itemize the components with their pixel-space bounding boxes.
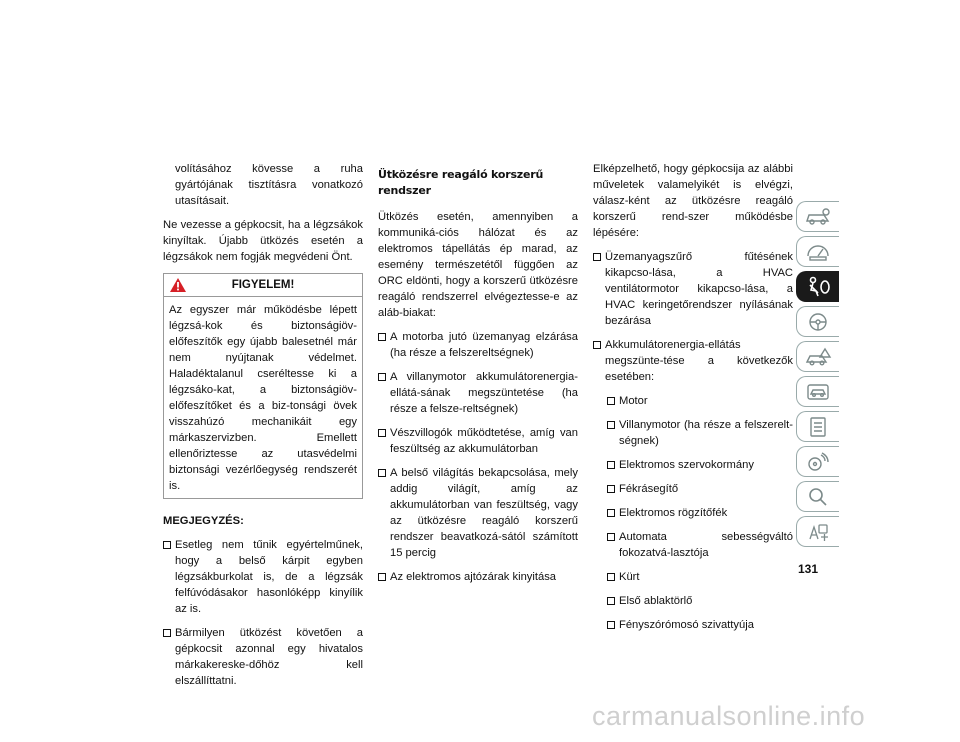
right-intro: Elképzelhető, hogy gépkocsija az alábbi műveletek valamelyikét is elvégzi, válasz-ként az ütközésre reagáló korszerű rend-szer működésbe lépésére: (593, 163, 793, 239)
warning-text: Az egyszer már működésbe lépett légzsá-kok és biztonságiöv-előfeszítők egy újabb balesetnél már nem nyújtanak védelmet. Haladéktalanul cseréltesse ki a légzsáko-kat, a biztonságiöv-előfeszítőket és a biz-tonsági övek visszahúzó mechanikáit egy márkaszervizben. Emellett ellenőriztesse az utasvédelmi biztonsági vezérlőegység rendszerét is. (169, 304, 357, 492)
multimedia-icon (804, 451, 832, 473)
language-index-icon (804, 521, 832, 543)
list-item: Vészvillogók működtetése, amíg van feszültség az akkumulátorban (378, 425, 578, 457)
note-item: Bármilyen ütközést követően a gépkocsit azonnal egy hivatalos márkakereske-dőhöz kell elszállíttatni. (163, 625, 363, 689)
list-item: A motorba jutó üzemanyag elzárása (ha része a felszereltségnek) (378, 329, 578, 361)
warning-box (163, 273, 363, 499)
list-item: Az elektromos ajtózárak kinyitása (378, 569, 578, 585)
warning-title: FIGYELEM! (231, 279, 295, 291)
sub-list-item: Fényszórómosó szivattyúja (607, 617, 793, 633)
sub-list-item: Motor (607, 393, 793, 409)
note-title: MEGJEGYZÉS: (163, 515, 244, 527)
list-item: A belső világítás bekapcsolása, mely addig világít, amíg az akkumulátorban van feszültség, vagy az ütközésre reagáló korszerű rendszer beavatkozá-sától számított 15 percig (378, 465, 578, 561)
chapter-tab-service[interactable] (796, 376, 839, 407)
chapter-tab-safety[interactable] (796, 271, 839, 302)
chapter-tab-car-info[interactable] (796, 201, 839, 232)
chapter-tab-languages[interactable] (796, 516, 839, 547)
continued-text: volításához kövesse a ruha gyártójának tisztításra vonatkozó utasításait. (175, 163, 363, 207)
car-info-icon (804, 207, 832, 227)
list-item-text: Akkumulátorenergia-ellátás megszünte-tése a következők esetében: (605, 339, 793, 383)
warning-header (164, 274, 362, 297)
action-list (593, 249, 793, 385)
warning-triangle-icon (169, 277, 187, 293)
list-item: Üzemanyagszűrő fűtésének kikapcso-lása, a HVAC ventilátormotor kikapcso-lása, a HVAC keringetőrendszer nyílásának bezárása (593, 249, 793, 329)
sub-list-item: Villanymotor (ha része a felszerelt-ségnek) (607, 417, 793, 449)
chapter-tab-emergency[interactable] (796, 341, 839, 372)
chapter-tab-multimedia[interactable] (796, 446, 839, 477)
section-title: Ütközésre reagáló korszerű rendszer (378, 168, 544, 197)
note-item: Esetleg nem tűnik egyértelműnek, hogy a belső kárpit egyben légzsákburkolat is, de a légzsák felfúvódásakor hasonlóképp kinyílik az is. (163, 537, 363, 617)
page-number: 131 (798, 562, 819, 576)
power-cut-sublist (593, 393, 793, 633)
car-service-icon (804, 381, 832, 403)
sub-list-item: Fékrásegítő (607, 481, 793, 497)
list-item (593, 337, 793, 385)
chapter-tab-driving[interactable] (796, 306, 839, 337)
car-warning-icon (804, 346, 832, 368)
sub-list-item: Elektromos rögzítőfék (607, 505, 793, 521)
sub-list-item: Első ablaktörlő (607, 593, 793, 609)
note-list (163, 537, 363, 689)
magnifier-icon (804, 486, 832, 508)
airbag-safety-icon (804, 276, 832, 298)
sub-list-item: Kürt (607, 569, 793, 585)
chapter-tabs (796, 201, 842, 551)
watermark: carmanualsonline.info (592, 701, 866, 731)
column-left (163, 161, 363, 697)
list-item: A villanymotor akkumulátorenergia-ellátá-sának megszüntetése (ha része a felsze-reltségnek) (378, 369, 578, 417)
sub-list-item: Elektromos szervokormány (607, 457, 793, 473)
chapter-tab-dashboard[interactable] (796, 236, 839, 267)
section-intro: Ütközés esetén, amennyiben a kommuniká-ciós hálózat és az elektromos tápellátás ép marad, az esemény természetétől függően az ORC eldönti, hogy a korszerű ütközésre reagáló rendszerrel elvégeztesse-e az aláb-biakat: (378, 211, 578, 319)
response-list (378, 329, 578, 585)
column-middle (378, 161, 578, 593)
chapter-tab-specifications[interactable] (796, 411, 839, 442)
airbag-warning-paragraph: Ne vezesse a gépkocsit, ha a légzsákok kinyíltak. Újabb ütközés esetén a légzsákok nem fogják megvédeni Önt. (163, 219, 363, 263)
column-right (593, 161, 793, 641)
dashboard-icon (804, 242, 832, 262)
sub-list-item: Automata sebességváltó fokozatvá-lasztója (607, 529, 793, 561)
chapter-tab-index[interactable] (796, 481, 839, 512)
checklist-icon (804, 416, 832, 438)
steering-wheel-icon (804, 311, 832, 333)
